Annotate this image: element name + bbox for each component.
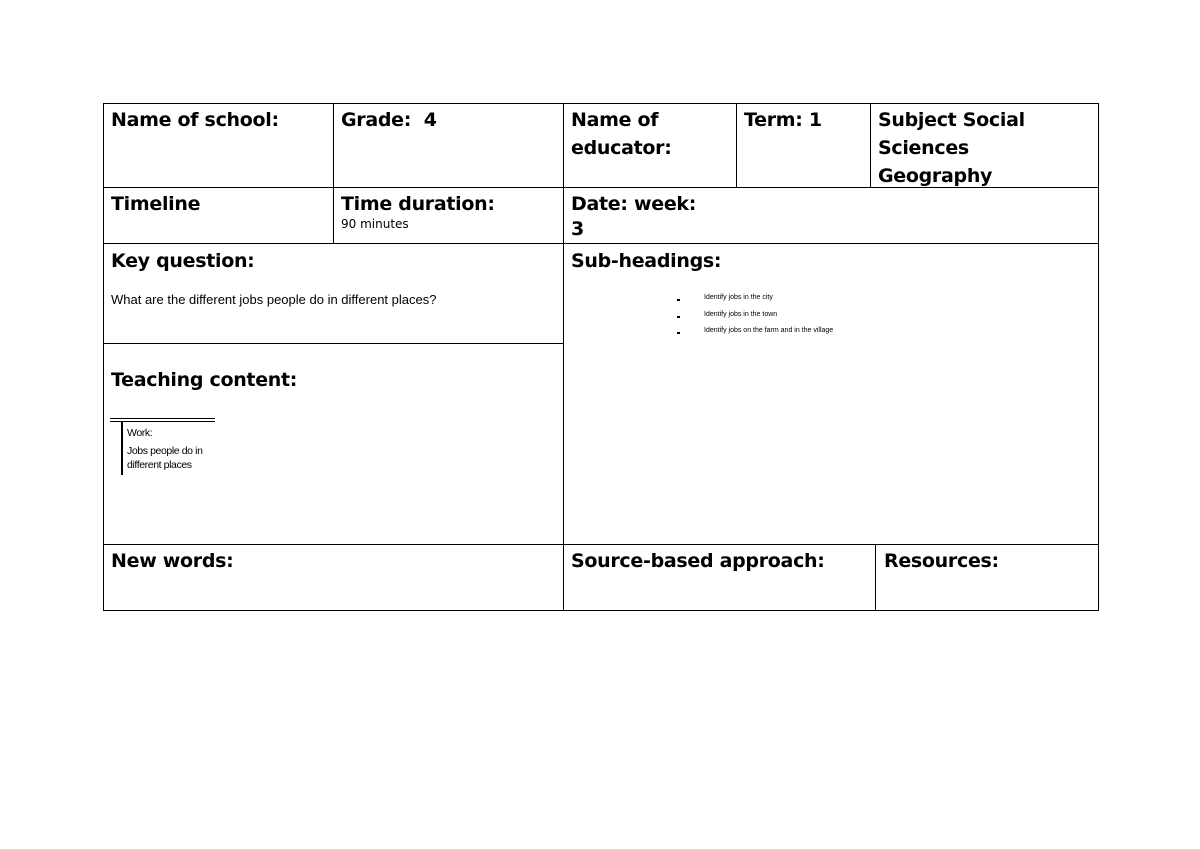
list-item-text: Identify jobs in the town [704, 310, 778, 318]
educator-label [571, 106, 672, 162]
grade-label: Grade: 4 [341, 109, 437, 131]
subject-label [878, 106, 1025, 190]
date-week-value: 3 [571, 218, 584, 240]
educator-label-line2: educator: [571, 137, 672, 159]
subject-line3: Geography [878, 165, 993, 187]
time-duration-cell [341, 190, 495, 232]
bullet-icon [677, 316, 680, 318]
subject-line1: Subject Social [878, 109, 1025, 131]
date-week-label: Date: week: [571, 193, 697, 215]
work-box-rule-top [110, 418, 215, 419]
rule-row3 [103, 544, 1099, 545]
source-based-approach-label: Source-based approach: [571, 550, 825, 572]
date-week-cell [571, 190, 696, 243]
list-item-text: Identify jobs on the farm and in the village [704, 327, 834, 334]
key-question-label: Key question: [111, 250, 255, 272]
bullet-icon [677, 299, 680, 301]
subject-line2: Sciences [878, 137, 969, 159]
resources-label: Resources: [884, 550, 999, 572]
work-box-rule-top2 [110, 421, 215, 422]
school-name-label: Name of school: [111, 109, 279, 131]
rule-col-grade [333, 103, 334, 244]
rule-bottom [103, 610, 1099, 611]
rule-right [1098, 103, 1099, 611]
work-box-rule-left [121, 421, 123, 475]
bullet-icon [677, 332, 680, 334]
rule-row2 [103, 243, 1099, 244]
rule-top [103, 103, 1099, 104]
educator-label-line1: Name of [571, 109, 659, 131]
key-question-text: What are the different jobs people do in different places? [111, 292, 437, 307]
rule-col-middle [563, 103, 564, 611]
work-box-line2: different places [127, 459, 192, 471]
new-words-label: New words: [111, 550, 234, 572]
teaching-content-label: Teaching content: [111, 369, 298, 391]
work-box-title: Work: [127, 427, 153, 439]
timeline-label: Timeline [111, 193, 201, 215]
time-duration-label: Time duration: [341, 193, 495, 215]
list-item-text: Identify jobs in the city [704, 294, 773, 301]
rule-left [103, 103, 104, 611]
time-duration-value: 90 minutes [341, 217, 409, 231]
rule-col-subject [870, 103, 871, 188]
rule-col-term [736, 103, 737, 188]
sub-headings-label: Sub-headings: [571, 250, 722, 272]
rule-col-resources [875, 544, 876, 611]
work-box-line1: Jobs people do in [127, 445, 203, 457]
term-label: Term: 1 [744, 109, 822, 131]
rule-keyquestion [103, 343, 564, 344]
